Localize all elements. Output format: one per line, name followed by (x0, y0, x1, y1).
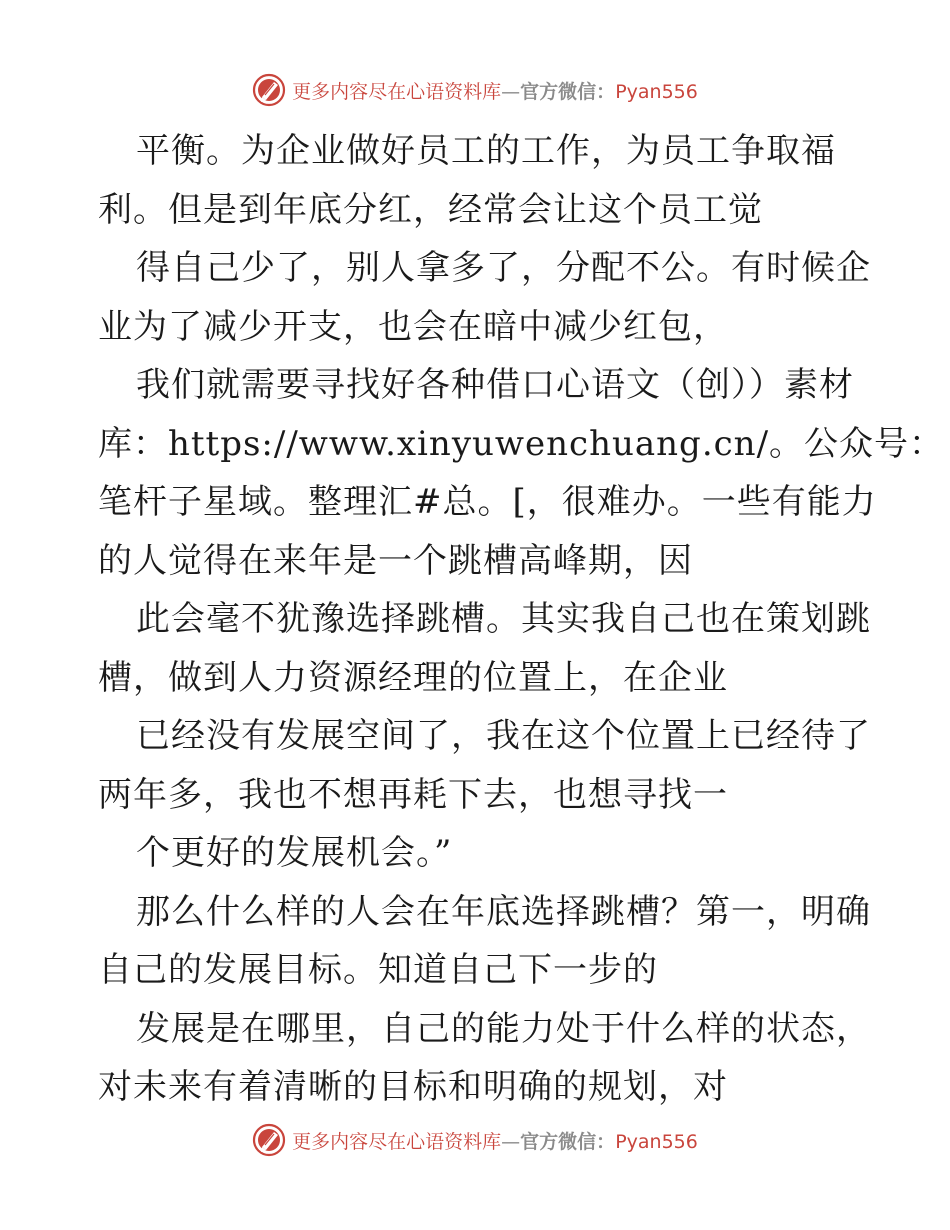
banner-wechat-id: Pyan556 (615, 1130, 698, 1153)
text-line: 对未来有着清晰的目标和明确的规划，对 (98, 1067, 728, 1107)
text-line: 个更好的发展机会。” (136, 833, 453, 873)
text-line: 我们就需要寻找好各种借口心语文（创））素材 (136, 365, 854, 405)
banner-wechat-label: 官方微信： (520, 80, 616, 103)
banner-text (292, 77, 698, 104)
text-line: 自己的发展目标。知道自己下一步的 (98, 950, 658, 990)
text-line: 的人觉得在来年是一个跳槽高峰期，因 (98, 540, 693, 581)
footer-banner (0, 1120, 950, 1160)
banner-wechat-label: 官方微信： (520, 1130, 616, 1153)
text-line: 库：https://www.xinyuwenchuang.cn/。公众号： (98, 423, 945, 464)
text-line: 业为了减少开支，也会在暗中减少红包， (98, 306, 728, 347)
text-line: 槽，做到人力资源经理的位置上，在企业 (98, 657, 728, 698)
header-banner (0, 70, 950, 110)
text-line: 得自己少了，别人拿多了，分配不公。有时候企 (136, 248, 871, 288)
text-line: 发展是在哪里，自己的能力处于什么样的状态， (136, 1008, 871, 1049)
body-text (98, 122, 945, 1117)
text-line: 那么什么样的人会在年底选择跳槽？第一，明确 (136, 891, 871, 932)
pen-logo-icon (252, 73, 286, 107)
text-line: 平衡。为企业做好员工的工作，为员工争取福 (136, 131, 836, 171)
banner-wechat-id: Pyan556 (615, 80, 698, 103)
banner-dash: — (501, 1130, 521, 1153)
banner-dash: — (501, 80, 521, 103)
banner-title: 更多内容尽在心语资料库 (292, 1130, 502, 1153)
text-line: 笔杆子星域。整理汇#总。[，很难办。一些有能力 (98, 482, 877, 522)
text-line: 两年多，我也不想再耗下去，也想寻找一 (98, 774, 728, 815)
banner-title: 更多内容尽在心语资料库 (292, 80, 502, 103)
text-line: 已经没有发展空间了，我在这个位置上已经待了 (136, 716, 871, 756)
text-line: 此会毫不犹豫选择跳槽。其实我自己也在策划跳 (136, 599, 871, 639)
pen-logo-icon (252, 1123, 286, 1157)
banner-text (292, 1127, 698, 1154)
text-line: 利。但是到年底分红，经常会让这个员工觉 (98, 189, 763, 230)
